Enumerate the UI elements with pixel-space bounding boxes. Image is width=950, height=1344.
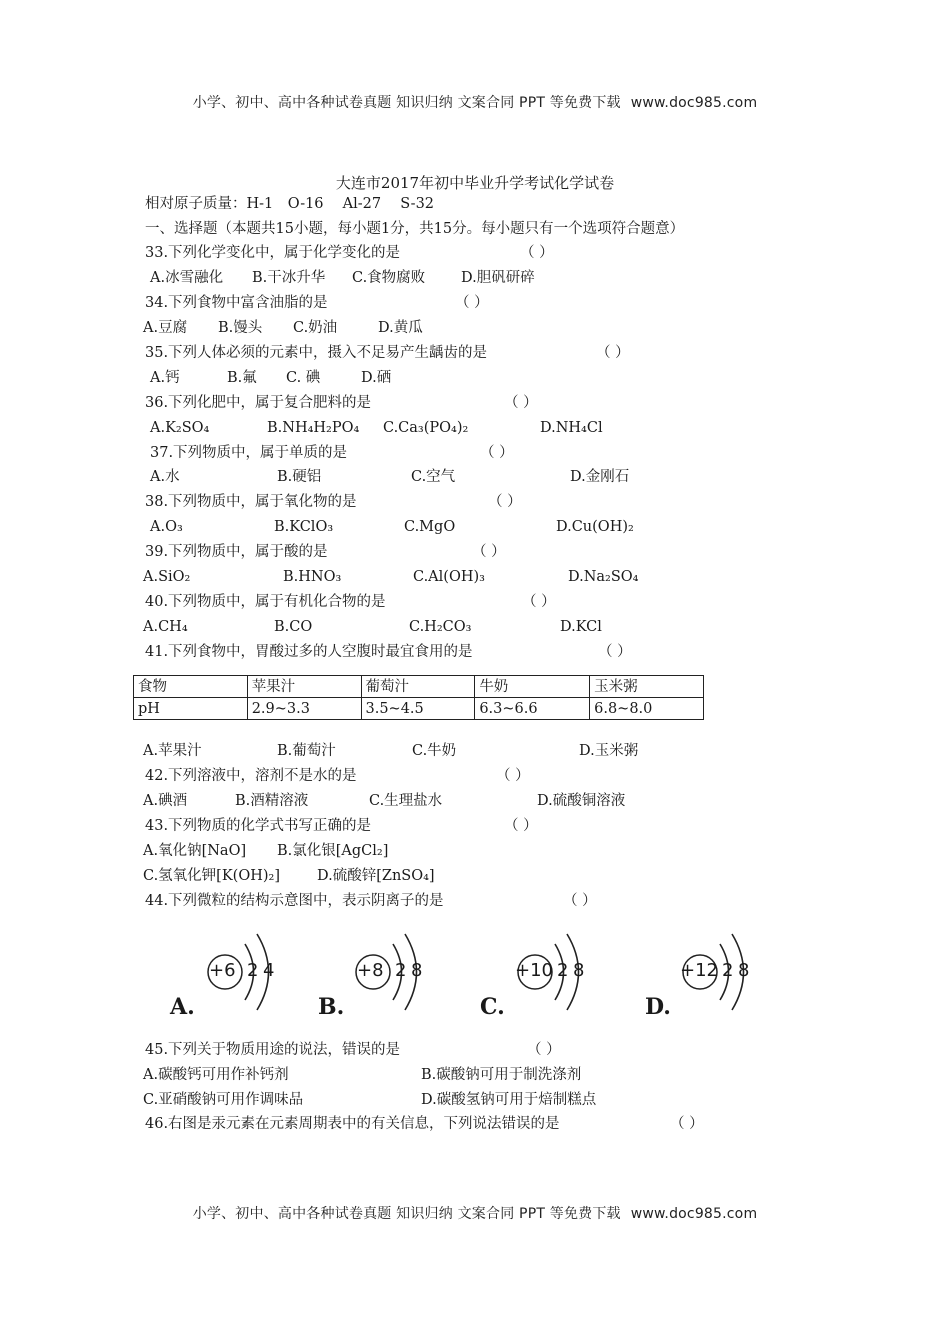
table-cell: 2.9~3.3 bbox=[247, 698, 361, 720]
watermark-url[interactable]: www.doc985.com bbox=[630, 1206, 758, 1222]
shell-electrons-1: 2 bbox=[722, 960, 734, 981]
answer-blank-38: （ ） bbox=[488, 494, 522, 510]
q45-option-a: A.碳酸钙可用作补钙剂 bbox=[143, 1067, 289, 1083]
answer-blank-46: （ ） bbox=[670, 1116, 704, 1132]
q40-option-b: B.CO bbox=[274, 619, 313, 635]
question-40-stem: 40.下列物质中，属于有机化合物的是 bbox=[145, 594, 386, 610]
nucleus-charge: +6 bbox=[209, 960, 236, 981]
answer-blank-43: （ ） bbox=[504, 818, 538, 834]
question-45-stem: 45.下列关于物质用途的说法，错误的是 bbox=[145, 1042, 401, 1058]
question-33-stem: 33.下列化学变化中，属于化学变化的是 bbox=[145, 245, 401, 261]
question-39-stem: 39.下列物质中，属于酸的是 bbox=[145, 544, 328, 560]
q43-option-d: D.硫酸锌[ZnSO₄] bbox=[317, 868, 435, 884]
shell-electrons-2: 8 bbox=[738, 960, 750, 981]
footer-watermark bbox=[0, 1203, 950, 1223]
q38-option-d: D.Cu(OH)₂ bbox=[556, 519, 634, 535]
q35-option-d: D.硒 bbox=[361, 370, 392, 386]
answer-blank-44: （ ） bbox=[563, 893, 597, 909]
table-cell: 3.5~4.5 bbox=[361, 698, 475, 720]
q39-option-c: C.Al(OH)₃ bbox=[413, 569, 485, 585]
q41-option-d: D.玉米粥 bbox=[579, 743, 639, 759]
answer-blank-37: （ ） bbox=[480, 445, 514, 461]
q39-option-b: B.HNO₃ bbox=[283, 569, 342, 585]
q41-option-c: C.牛奶 bbox=[412, 743, 457, 759]
q43-option-a: A.氧化钠[NaO] bbox=[143, 843, 247, 859]
q42-option-c: C.生理盐水 bbox=[369, 793, 443, 809]
shell-electrons-2: 8 bbox=[411, 960, 423, 981]
q38-option-a: A.O₃ bbox=[150, 519, 183, 535]
question-38-stem: 38.下列物质中，属于氧化物的是 bbox=[145, 494, 357, 510]
shell-electrons-2: 4 bbox=[263, 960, 275, 981]
table-cell: 食物 bbox=[134, 676, 248, 698]
table-cell: 玉米粥 bbox=[590, 676, 704, 698]
q37-option-d: D.金刚石 bbox=[570, 469, 630, 485]
q34-option-d: D.黄瓜 bbox=[378, 320, 423, 336]
question-43-stem: 43.下列物质的化学式书写正确的是 bbox=[145, 818, 372, 834]
header-watermark bbox=[0, 92, 950, 112]
q42-option-d: D.硫酸铜溶液 bbox=[537, 793, 626, 809]
q43-option-c: C.氢氧化钾[K(OH)₂] bbox=[143, 868, 280, 884]
q37-option-a: A.水 bbox=[150, 469, 180, 485]
q36-option-b: B.NH₄H₂PO₄ bbox=[267, 420, 360, 436]
q34-option-b: B.馒头 bbox=[218, 320, 263, 336]
atom-structure-diagrams bbox=[165, 922, 775, 1022]
answer-blank-39: （ ） bbox=[472, 544, 506, 560]
question-34-stem: 34.下列食物中富含油脂的是 bbox=[145, 295, 328, 311]
question-36-stem: 36.下列化肥中，属于复合肥料的是 bbox=[145, 395, 372, 411]
q37-option-b: B.硬铝 bbox=[277, 469, 322, 485]
q43-option-b: B.氯化银[AgCl₂] bbox=[277, 843, 389, 859]
q34-option-c: C.奶油 bbox=[293, 320, 338, 336]
table-cell: 葡萄汁 bbox=[361, 676, 475, 698]
question-46-stem: 46.右图是汞元素在元素周期表中的有关信息，下列说法错误的是 bbox=[145, 1116, 560, 1132]
q40-option-a: A.CH₄ bbox=[143, 619, 188, 635]
q35-option-c: C. 碘 bbox=[286, 370, 321, 386]
answer-blank-33: （ ） bbox=[520, 245, 554, 261]
table-cell: pH bbox=[134, 698, 248, 720]
q36-option-c: C.Ca₃(PO₄)₂ bbox=[383, 420, 469, 436]
answer-blank-34: （ ） bbox=[455, 295, 489, 311]
table-cell: 6.8~8.0 bbox=[590, 698, 704, 720]
nucleus-charge: +10 bbox=[515, 960, 553, 981]
option-label: A. bbox=[170, 994, 195, 1020]
atom-diagram-b bbox=[313, 922, 443, 1022]
q36-option-a: A.K₂SO₄ bbox=[150, 420, 210, 436]
page-title: 大连市2017年初中毕业升学考试化学试卷 bbox=[335, 174, 615, 192]
answer-blank-35: （ ） bbox=[596, 345, 630, 361]
q38-option-b: B.KClO₃ bbox=[274, 519, 334, 535]
question-44-stem: 44.下列微粒的结构示意图中，表示阴离子的是 bbox=[145, 893, 444, 909]
ph-table bbox=[133, 675, 704, 720]
question-37-stem: 37.下列物质中，属于单质的是 bbox=[150, 445, 348, 461]
nucleus-charge: +8 bbox=[357, 960, 384, 981]
q33-option-b: B.干冰升华 bbox=[252, 270, 326, 286]
nucleus-charge: +12 bbox=[680, 960, 718, 981]
option-label: B. bbox=[318, 994, 345, 1020]
watermark-text: 小学、初中、高中各种试卷真题 知识归纳 文案合同 PPT 等免费下载 bbox=[192, 95, 621, 111]
q39-option-d: D.Na₂SO₄ bbox=[568, 569, 639, 585]
option-label: C. bbox=[480, 994, 505, 1020]
q41-option-b: B.葡萄汁 bbox=[277, 743, 336, 759]
q41-option-a: A.苹果汁 bbox=[143, 743, 202, 759]
atom-diagram-d bbox=[640, 922, 770, 1022]
q35-option-a: A.钙 bbox=[150, 370, 180, 386]
q38-option-c: C.MgO bbox=[404, 519, 456, 535]
answer-blank-45: （ ） bbox=[527, 1042, 561, 1058]
shell-electrons-2: 8 bbox=[573, 960, 585, 981]
q37-option-c: C.空气 bbox=[411, 469, 456, 485]
question-35-stem: 35.下列人体必须的元素中，摄入不足易产生龋齿的是 bbox=[145, 345, 488, 361]
q45-option-b: B.碳酸钠可用于制洗涤剂 bbox=[421, 1067, 582, 1083]
option-label: D. bbox=[645, 994, 671, 1020]
q33-option-a: A.冰雪融化 bbox=[150, 270, 224, 286]
q40-option-c: C.H₂CO₃ bbox=[409, 619, 472, 635]
table-row bbox=[134, 698, 704, 720]
q33-option-d: D.胆矾研碎 bbox=[461, 270, 535, 286]
shell-electrons-1: 2 bbox=[247, 960, 259, 981]
q36-option-d: D.NH₄Cl bbox=[540, 420, 603, 436]
shell-electrons-1: 2 bbox=[557, 960, 569, 981]
q33-option-c: C.食物腐败 bbox=[352, 270, 426, 286]
q45-option-d: D.碳酸氢钠可用于焙制糕点 bbox=[421, 1092, 597, 1108]
table-cell: 6.3~6.6 bbox=[475, 698, 590, 720]
q39-option-a: A.SiO₂ bbox=[143, 569, 191, 585]
answer-blank-41: （ ） bbox=[598, 644, 632, 660]
atom-diagram-a bbox=[165, 922, 295, 1022]
question-42-stem: 42.下列溶液中，溶剂不是水的是 bbox=[145, 768, 357, 784]
table-cell: 牛奶 bbox=[475, 676, 590, 698]
shell-electrons-1: 2 bbox=[395, 960, 407, 981]
atomic-masses: 相对原子质量：H-1 O-16 Al-27 S-32 bbox=[145, 196, 435, 212]
watermark-url[interactable]: www.doc985.com bbox=[630, 95, 758, 111]
q40-option-d: D.KCl bbox=[560, 619, 602, 635]
answer-blank-40: （ ） bbox=[522, 594, 556, 610]
section-heading: 一、选择题（本题共15小题，每小题1分，共15分。每小题只有一个选项符合题意） bbox=[145, 221, 685, 237]
answer-blank-42: （ ） bbox=[496, 768, 530, 784]
question-41-stem: 41.下列食物中，胃酸过多的人空腹时最宜食用的是 bbox=[145, 644, 473, 660]
q42-option-a: A.碘酒 bbox=[143, 793, 188, 809]
table-cell: 苹果汁 bbox=[247, 676, 361, 698]
table-row-header bbox=[134, 676, 704, 698]
q42-option-b: B.酒精溶液 bbox=[235, 793, 309, 809]
atom-diagram-c bbox=[475, 922, 605, 1022]
watermark-text: 小学、初中、高中各种试卷真题 知识归纳 文案合同 PPT 等免费下载 bbox=[192, 1206, 621, 1222]
answer-blank-36: （ ） bbox=[504, 395, 538, 411]
q45-option-c: C.亚硝酸钠可用作调味品 bbox=[143, 1092, 304, 1108]
q34-option-a: A.豆腐 bbox=[143, 320, 188, 336]
q35-option-b: B.氟 bbox=[227, 370, 257, 386]
